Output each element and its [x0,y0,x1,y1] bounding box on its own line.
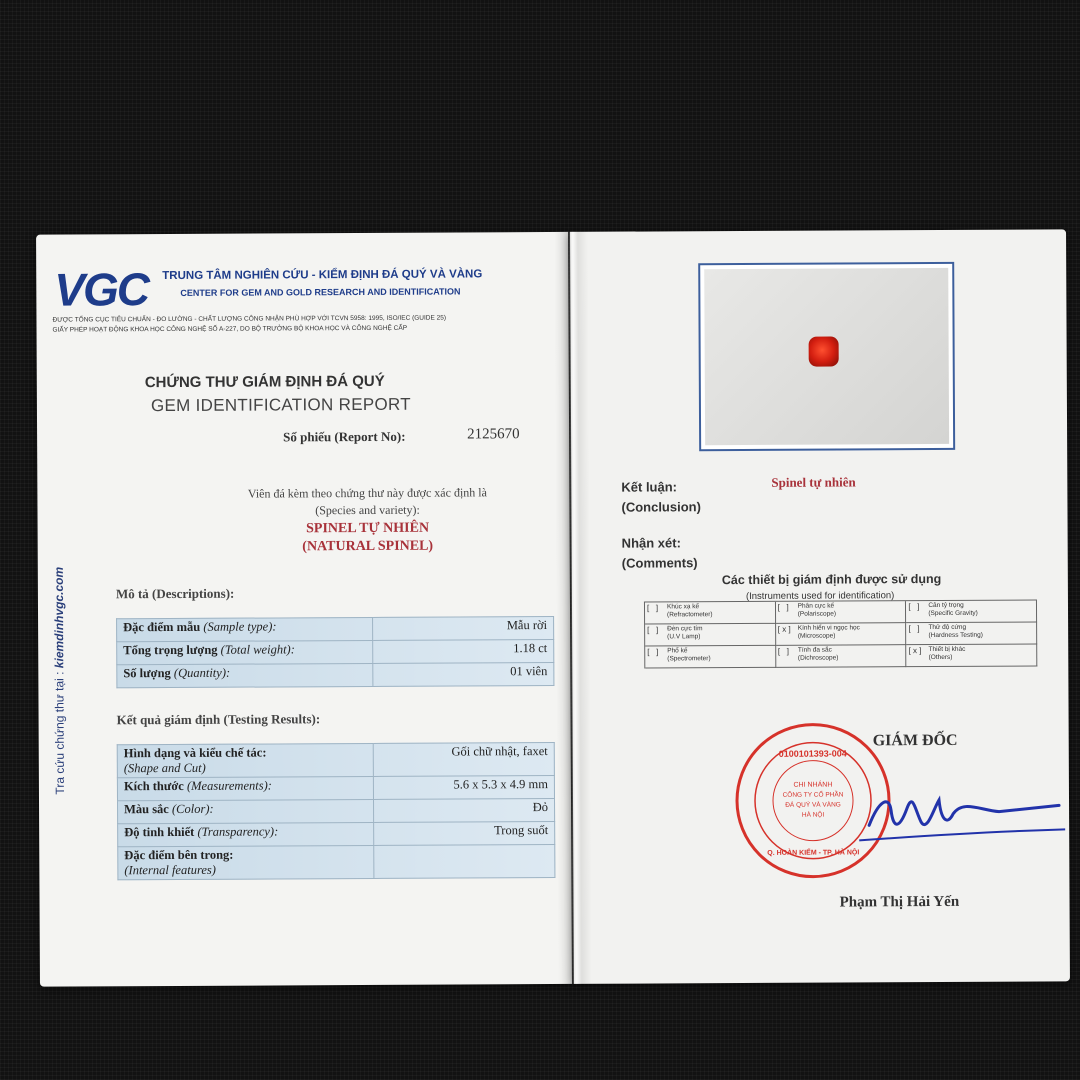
seal-center-line2: CÔNG TY CỔ PHẦN [782,791,844,799]
accreditation-text: ĐƯỢC TỔNG CỤC TIÊU CHUẨN - ĐO LƯỜNG - CHẤT LƯỢNG CÔNG NHẬN PHÙ HỢP VỚI TCVN 5958: 1995, ISO/IEC (GUIDE 25) [52,314,447,324]
report-no-value: 2125670 [467,426,520,443]
header [52,260,552,353]
row-value: Đỏ [373,798,554,822]
descriptions-title: Mô tả (Descriptions): [115,585,235,602]
instruments-subtitle: (Instruments used for identification) [745,590,895,602]
row-key-vn: Đặc điểm bên trong: [124,847,234,863]
seal-center-line4: HÀ NỘI [801,811,825,819]
instrument-cell [776,645,907,668]
instrument-name-vn: Cân tỷ trọng [928,601,964,610]
instruments-title: Các thiết bị giám định được sử dụng [721,571,942,588]
org-name-vn: TRUNG TÂM NGHIÊN CỨU - KIỂM ĐỊNH ĐÁ QUÝ VÀ VÀNG [162,268,483,283]
instrument-name-en: (Dichroscope) [797,654,839,662]
red-spinel-gem-image [809,337,839,367]
comments-label [622,533,698,573]
row-value: Mẫu rời [373,616,554,640]
instrument-checkbox: [ ] [908,624,920,634]
species-intro-line2: (Species and variety): [315,502,420,518]
instrument-name-vn: Phổ kế [667,647,688,655]
instrument-checkbox: [ ] [777,602,789,612]
row-key-en: (Quantity): [173,665,231,680]
instrument-cell [906,622,1037,645]
row-key-vn: Kích thước [123,778,184,794]
instrument-name-en: (Microscope) [797,632,836,640]
license-text: GIẤY PHÉP HOẠT ĐỘNG KHOA HỌC CÔNG NGHỆ SỐ A-227, DO BỘ TRƯỞNG BỘ KHOA HỌC VÀ CÔNG NGHỆ CẤP [52,324,408,334]
row-key-en: (Internal features) [124,862,216,878]
table-row [117,616,554,641]
row-value: Trong suốt [374,821,555,845]
instruments-grid [644,599,1037,668]
row-value: 01 viên [373,662,554,686]
right-page [570,229,1070,984]
verification-url-link[interactable]: kiemdinhvgc.com [51,566,67,669]
row-value: 1.18 ct [373,639,554,663]
seal-center-line3: ĐÁ QUÝ VÀ VÀNG [785,801,841,809]
instrument-cell [906,600,1037,623]
booklet-fold [554,232,592,984]
row-key-en: (Measurements): [186,778,272,793]
row-key-en: (Sample type): [203,619,277,634]
row-key-vn: Độ tinh khiết [124,824,195,840]
seal-ring-text: 0100101393-004 [778,748,847,759]
seal-ring-text-bottom: Q. HOÀN KIẾM - TP. HÀ NỘI [767,849,860,857]
row-value: 5.6 x 5.3 x 4.9 mm [373,775,554,799]
instrument-name-vn: Thiết bị khác [928,645,966,654]
verification-url[interactable] [52,567,67,795]
signature-underline [859,829,1065,840]
row-key-en: (Total weight): [220,642,295,657]
instrument-cell [645,646,776,669]
instrument-name-vn: Phân cực kế [797,602,835,610]
certificate-booklet [36,229,1070,986]
comments-label-vn: Nhận xét: [621,535,681,551]
instrument-cell [776,601,907,624]
gem-photo-frame [698,262,955,451]
species-en: (NATURAL SPINEL) [302,538,434,555]
instrument-checkbox: [ ] [777,646,790,656]
instrument-name-en: (Specific Gravity) [928,609,978,618]
instrument-checkbox: [ x ] [777,624,791,634]
table-row [117,742,554,777]
org-name-en: CENTER FOR GEM AND GOLD RESEARCH AND IDENTIFICATION [180,286,461,298]
conclusion-label-vn: Kết luận: [621,479,678,495]
table-row [118,798,555,823]
instrument-checkbox: [ x ] [908,646,922,656]
row-key-vn: Số lượng [123,666,171,681]
signer-name: Phạm Thị Hải Yến [839,893,960,911]
table-row [117,775,554,800]
table-row [117,662,554,687]
instrument-cell [907,644,1038,667]
instrument-name-en: (Others) [928,653,953,662]
row-value: Gối chữ nhật, faxet [373,742,554,776]
instrument-name-vn: Tính đa sắc [797,646,832,654]
report-title-en: GEM IDENTIFICATION REPORT [150,394,411,416]
row-key-vn: Hình dạng và kiểu chế tác: [123,745,267,761]
species-intro-line1: Viên đá kèm theo chứng thư này được xác định là [247,485,487,501]
instrument-name-vn: Kính hiển vi ngọc học [797,624,860,632]
species-vn: SPINEL TỰ NHIÊN [306,520,430,537]
instrument-name-vn: Khúc xạ kế [666,603,700,611]
instrument-name-en: (Polariscope) [797,610,837,618]
report-no-label: Số phiếu (Report No): [283,428,406,445]
instrument-name-en: (Refractometer) [667,611,713,619]
vgc-logo: VGC [54,263,149,316]
gem-photo [704,268,949,445]
instrument-name-vn: Đèn cực tím [667,625,703,633]
row-value [374,844,555,878]
instrument-cell [776,623,907,646]
instrument-cell [645,624,776,647]
comments-label-en: (Comments) [621,555,698,571]
table-row [118,821,555,846]
table-row [118,844,555,879]
director-title: GIÁM ĐỐC [872,731,958,750]
handwritten-signature [829,769,1069,860]
row-key-en: (Shape and Cut) [123,760,206,776]
row-key-vn: Màu sắc [124,802,169,817]
seal-center-line1: CHI NHÁNH [793,781,833,789]
conclusion-value: Spinel tự nhiên [771,474,856,490]
instrument-name-en: (Spectrometer) [667,655,711,663]
row-key-en: (Transparency): [197,824,279,839]
testing-title: Kết quả giám định (Testing Results): [116,711,321,728]
instrument-checkbox: [ ] [908,602,920,612]
table-row [117,639,554,664]
testing-table [117,742,556,880]
instrument-name-en: (U.V Lamp) [667,633,701,641]
instrument-name-vn: Thử độ cứng [928,623,967,632]
descriptions-table [116,616,554,688]
row-key-vn: Tổng trọng lượng [123,642,218,658]
instrument-checkbox: [ ] [647,625,659,635]
left-page [36,232,572,987]
conclusion-label-en: (Conclusion) [621,499,701,515]
instrument-checkbox: [ ] [646,603,659,613]
row-key-en: (Color): [171,801,214,816]
instrument-cell [645,602,776,625]
instrument-name-en: (Hardness Testing) [928,631,983,640]
verification-url-prefix: Tra cứu chứng thư tại : [52,668,67,795]
species-intro [187,484,547,520]
signature-stroke [869,799,1059,825]
report-title-vn: CHỨNG THƯ GIÁM ĐỊNH ĐÁ QUÝ [144,372,385,392]
row-key-vn: Đặc điểm mẫu [123,619,201,635]
instrument-checkbox: [ ] [647,647,659,657]
conclusion-label [621,477,701,517]
